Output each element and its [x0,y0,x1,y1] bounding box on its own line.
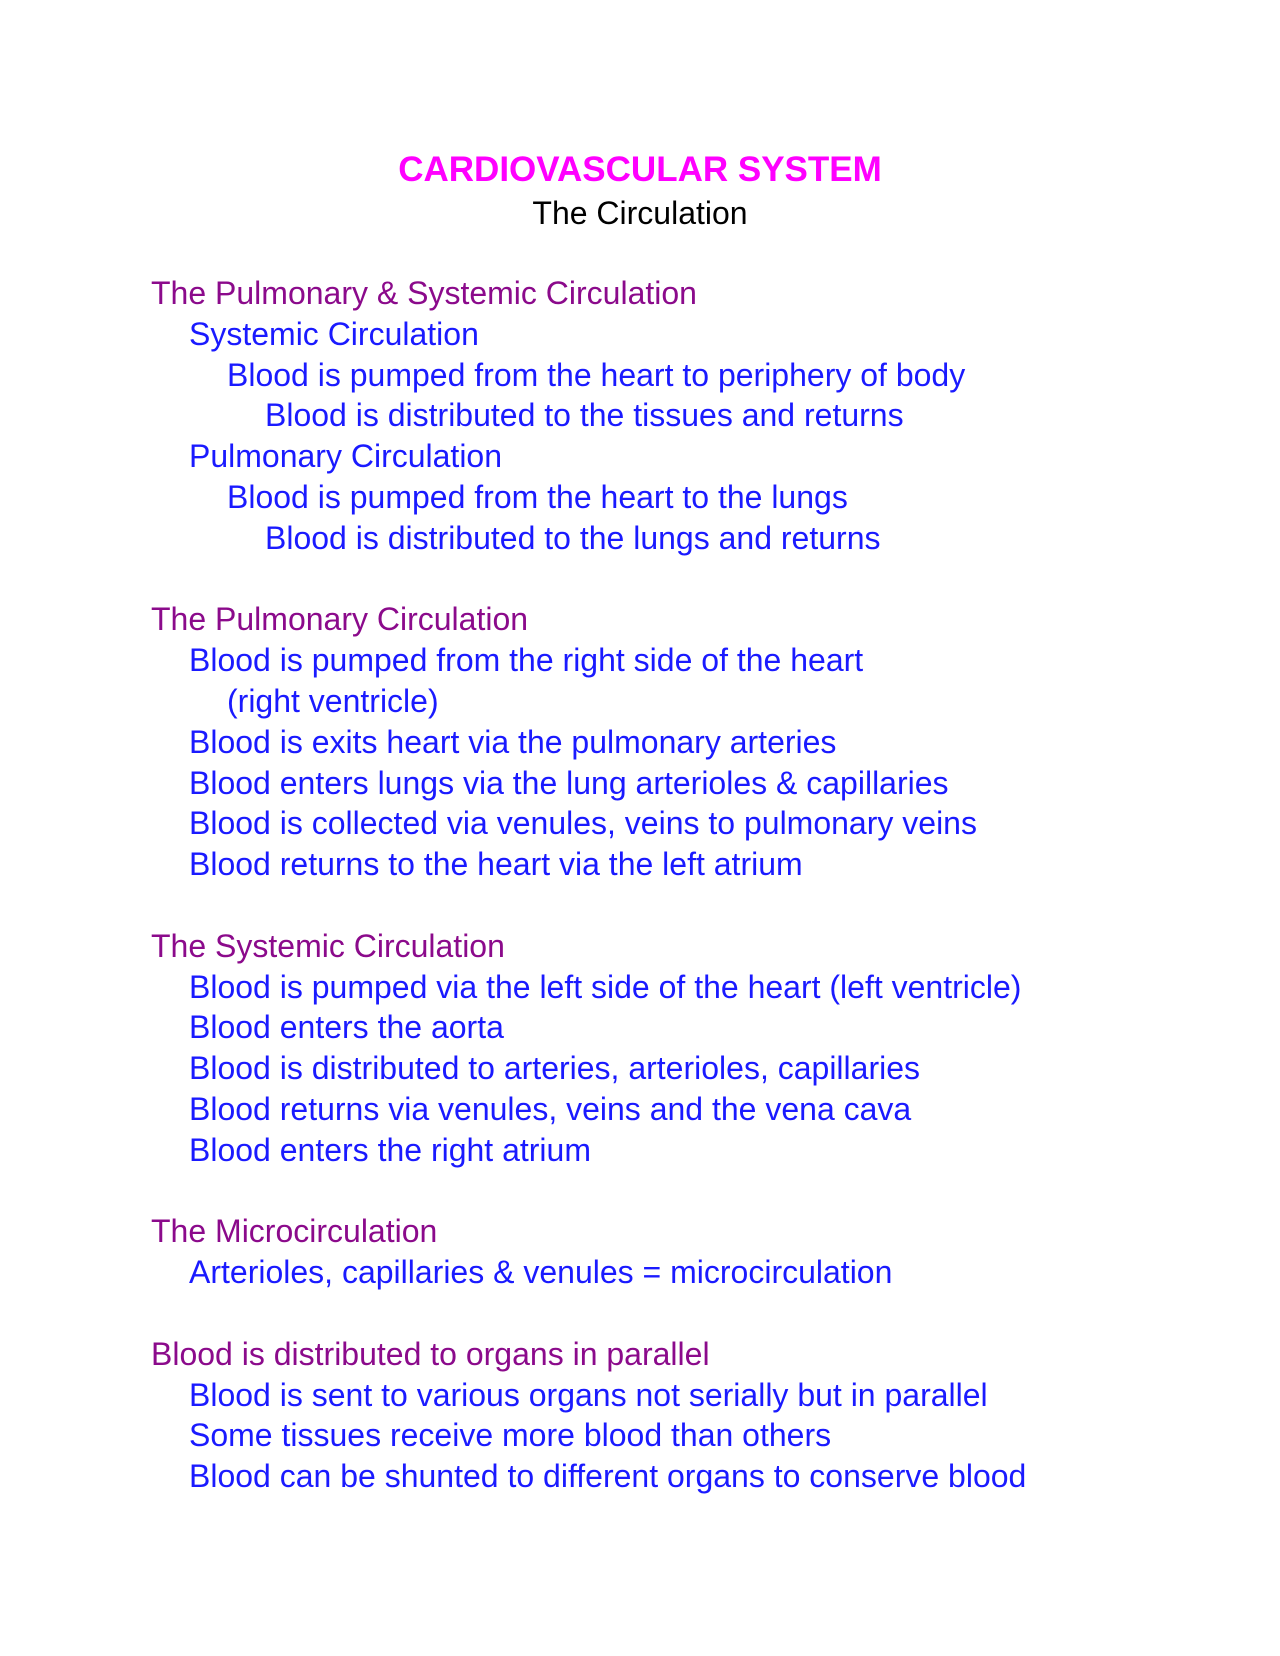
outline-line: Blood is sent to various organs not serially but in parallel [189,1376,988,1413]
section-heading: The Microcirculation [151,1213,438,1250]
section-spacer [151,559,1251,600]
section-heading: The Pulmonary & Systemic Circulation [151,275,697,311]
outline-line: Blood is collected via venules, veins to pulmonary veins [189,805,977,842]
outline-line: Pulmonary Circulation [189,438,503,475]
section-heading: Blood is distributed to organs in parallel [151,1335,710,1372]
outline-line: Blood is exits heart via the pulmonary arteries [189,723,837,760]
section-spacer [151,1293,1251,1334]
section-spacer [151,1171,1251,1212]
outline-line: Some tissues receive more blood than others [189,1417,832,1454]
section-spacer [151,885,1251,926]
outline-line: Blood can be shunted to different organs to conserve blood [189,1458,1027,1495]
outline-line: Blood is pumped via the left side of the heart (left ventricle) [189,968,1022,1005]
section-heading: The Pulmonary Circulation [151,601,529,638]
outline-line: Blood is pumped from the heart to the lungs [227,478,848,515]
outline-line: (right ventricle) [227,682,439,719]
outline-line: Blood enters the right atrium [189,1131,591,1168]
outline-line: Blood returns via venules, veins and the vena cava [189,1090,912,1127]
page-title: CARDIOVASCULAR SYSTEM [398,150,882,189]
outline-line: Blood is pumped from the heart to periphery of body [227,356,966,393]
page-subtitle: The Circulation [532,195,748,231]
outline-line: Blood is distributed to the lungs and returns [265,519,881,556]
outline-line: Blood is distributed to the tissues and returns [265,397,904,434]
outline-line: Arterioles, capillaries & venules = microcirculation [189,1254,893,1291]
outline-line: Blood enters lungs via the lung arterioles & capillaries [189,764,949,801]
outline-line: Blood is pumped from the right side of the heart [189,642,864,679]
section-heading: The Systemic Circulation [151,927,505,964]
outline-line: Blood is distributed to arteries, arterioles, capillaries [189,1050,920,1087]
outline-content [151,273,1251,1497]
outline-line: Systemic Circulation [189,315,479,352]
outline-line: Blood enters the aorta [189,1009,504,1046]
outline-line: Blood returns to the heart via the left atrium [189,846,803,883]
